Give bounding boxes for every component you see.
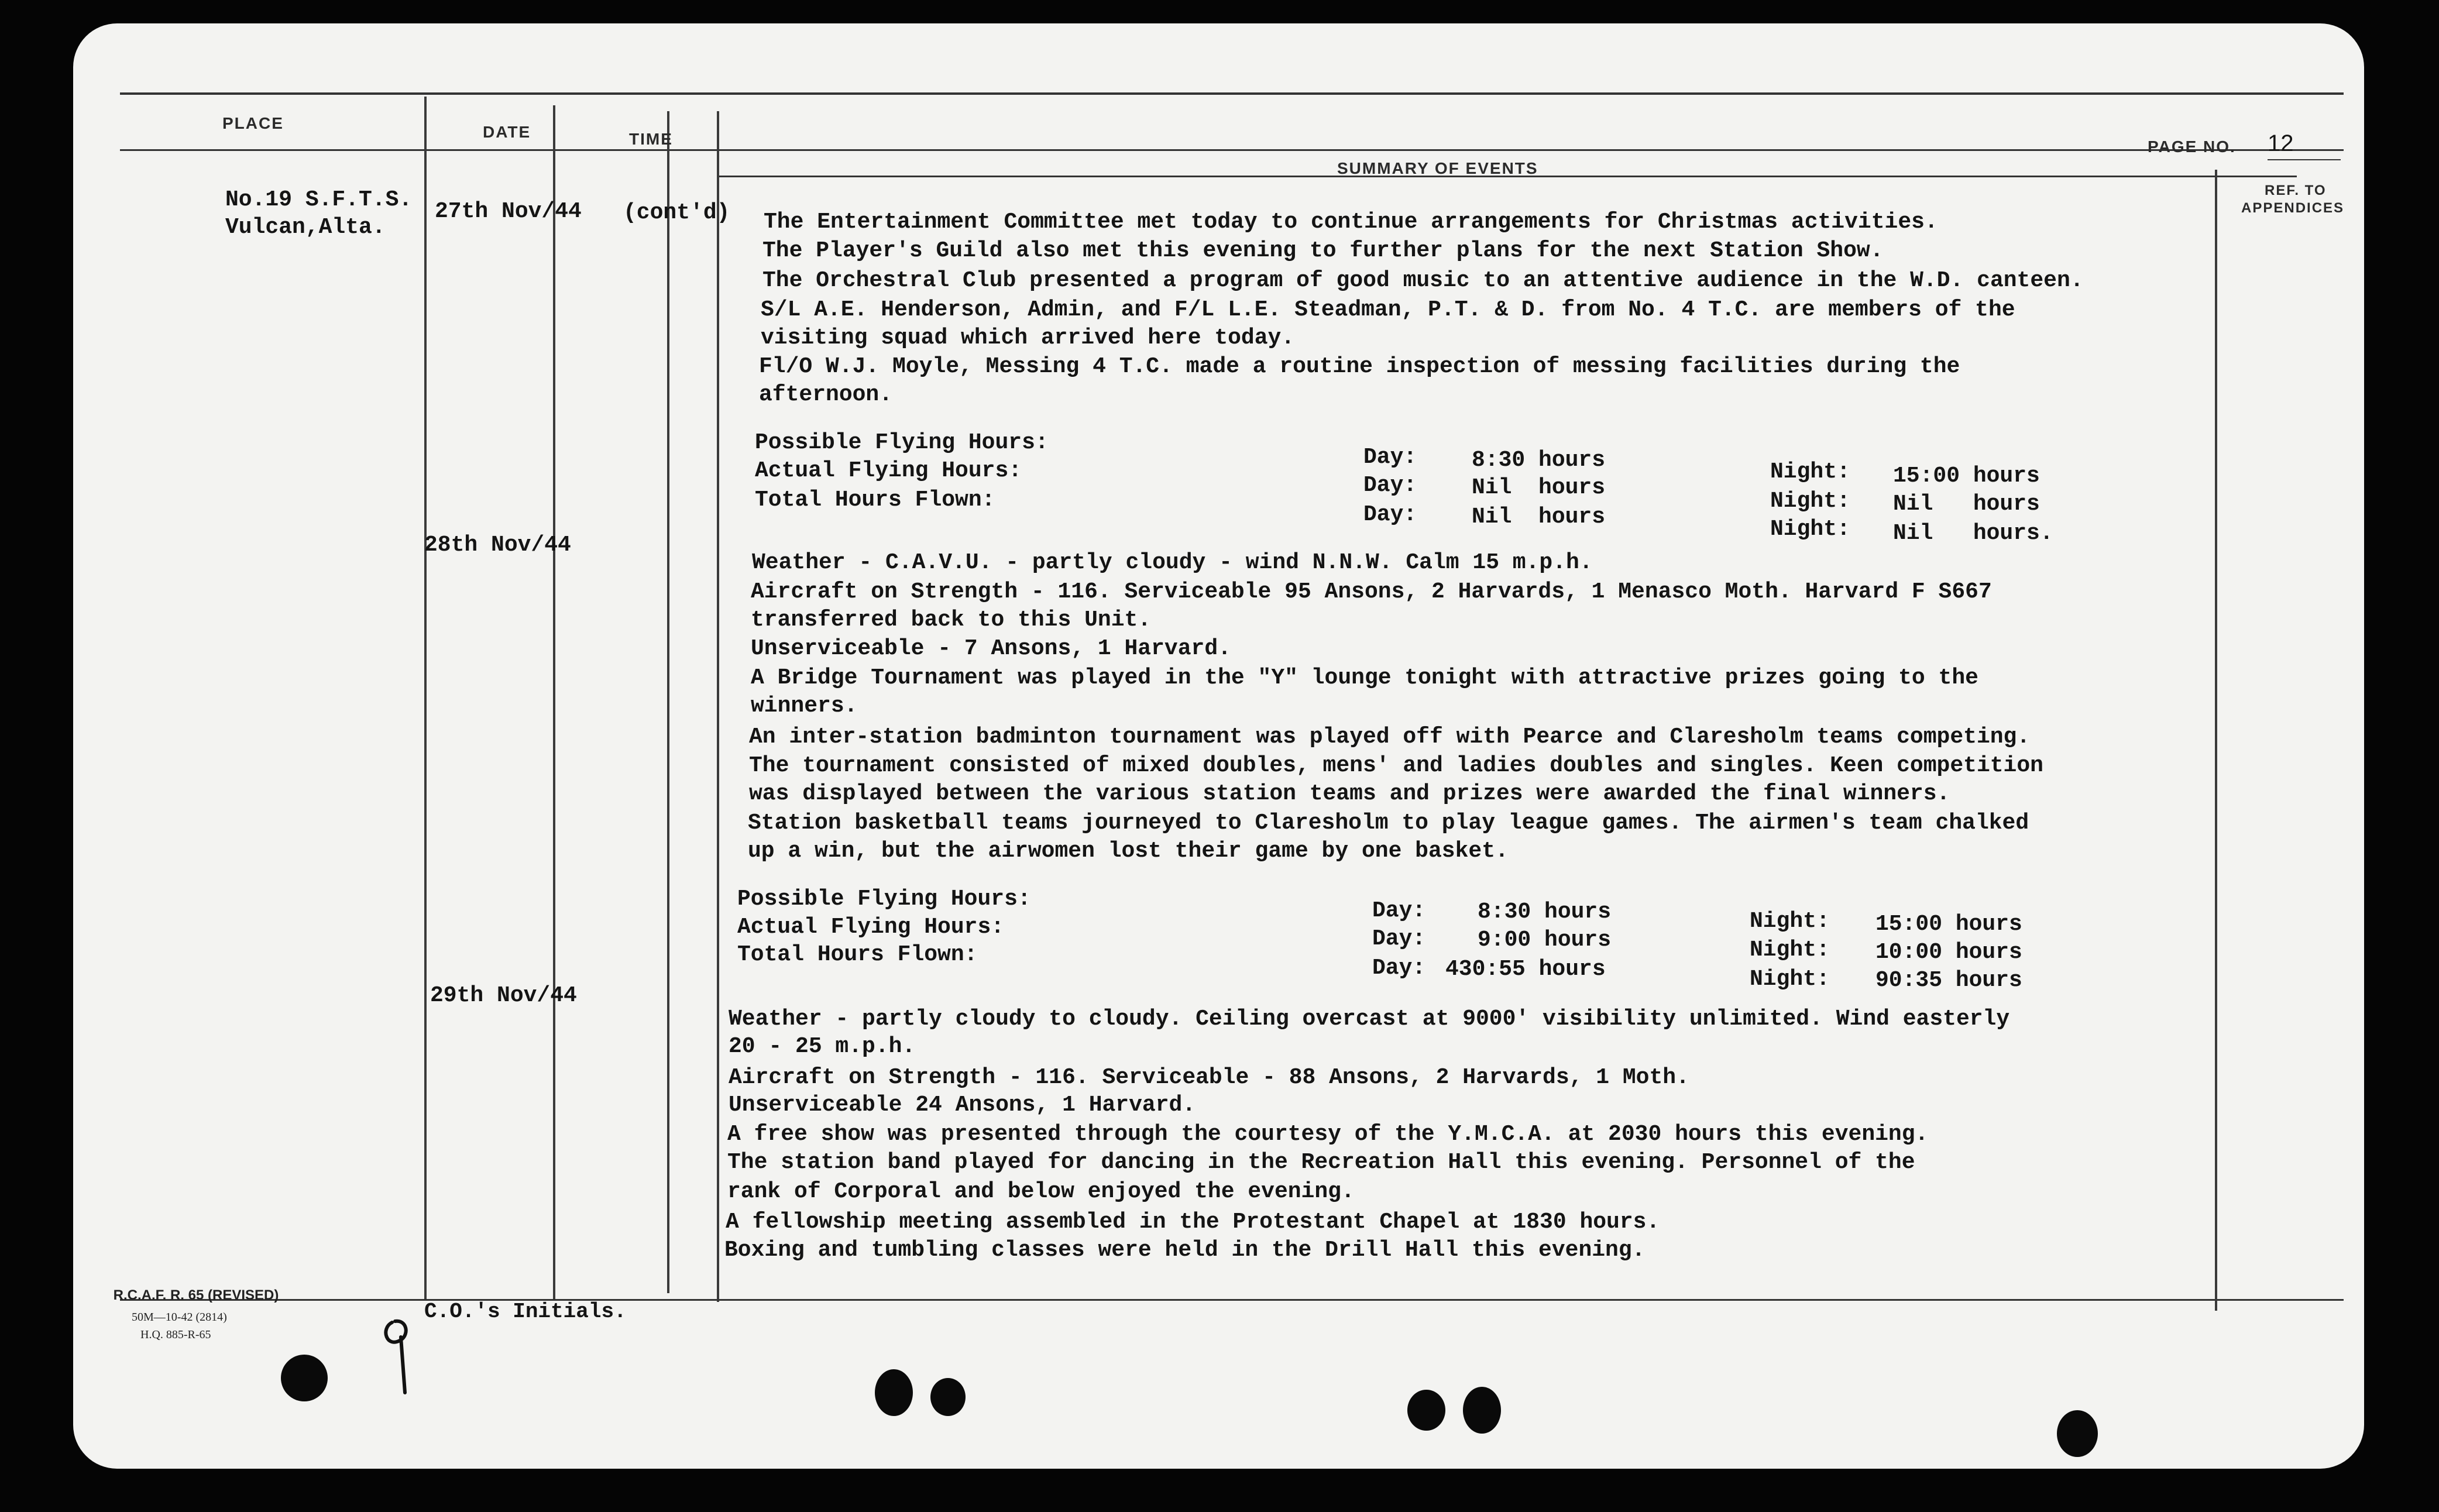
summary-line: visiting squad which arrived here today.: [761, 325, 1295, 350]
summary-line: Unserviceable 24 Ansons, 1 Harvard.: [729, 1092, 1196, 1118]
total-label: Total Hours Flown:: [755, 487, 995, 513]
possible-label: Possible Flying Hours:: [755, 430, 1049, 455]
summary-line: A free show was presented through the courtesy of the Y.M.C.A. at 2030 hours this evening.: [727, 1122, 1929, 1147]
ref-to-label: REF. TO: [2265, 183, 2327, 198]
handwritten-initial: [369, 1305, 427, 1398]
summary-line: Aircraft on Strength - 116. Serviceable 95 Ansons, 2 Harvards, 1 Menasco Moth. Harvard F S667: [751, 579, 1992, 604]
night-label: Night:: [1770, 489, 1850, 514]
co-initials-label: C.O.'s Initials.: [424, 1300, 627, 1324]
page-no-label: PAGE NO.: [2148, 138, 2236, 156]
summary-line: was displayed between the various station teams and prizes were awarded the final winners.: [749, 781, 1950, 806]
summary-line: Weather - C.A.V.U. - partly cloudy - wind N.N.W. Calm 15 m.p.h.: [752, 550, 1593, 575]
total-label: Total Hours Flown:: [737, 942, 978, 967]
night-label: Night:: [1770, 517, 1850, 542]
night-value: Nil hours.: [1893, 521, 2053, 546]
summary-line: Unserviceable - 7 Ansons, 1 Harvard.: [751, 636, 1231, 661]
col-rule-date: [553, 105, 555, 1299]
night-value: 10:00 hours: [1875, 940, 2022, 965]
place-header: PLACE: [222, 114, 284, 132]
summary-line: Aircraft on Strength - 116. Serviceable - 88 Ansons, 2 Harvards, 1 Moth.: [729, 1065, 1689, 1090]
punch-hole: [2057, 1410, 2098, 1457]
date-header: DATE: [483, 123, 531, 141]
punch-hole: [930, 1378, 966, 1416]
night-label: Night:: [1770, 459, 1850, 484]
night-label: Night:: [1750, 967, 1830, 992]
summary-line: The Player's Guild also met this evening to further plans for the next Station Show.: [762, 238, 1884, 263]
col-rule-summary: [717, 111, 719, 1302]
col-rule-place: [424, 97, 427, 1299]
day-value: 430:55 hours: [1445, 957, 1606, 982]
summary-line: 20 - 25 m.p.h.: [729, 1034, 916, 1059]
time-contd: (cont'd): [623, 200, 730, 225]
summary-line: afternoon.: [759, 382, 893, 407]
place-line-1: No.19 S.F.T.S.: [225, 187, 413, 212]
possible-label: Possible Flying Hours:: [737, 886, 1031, 912]
summary-line: The Orchestral Club presented a program of good music to an attentive audience in the W.D. canteen.: [762, 268, 2084, 293]
day-value: 8:30 hours: [1478, 899, 1612, 925]
summary-line: winners.: [751, 693, 858, 719]
date-nov-28: 28th Nov/44: [424, 532, 571, 558]
summary-line: Weather - partly cloudy to cloudy. Ceiling overcast at 9000' visibility unlimited. Wind easterly: [729, 1006, 2010, 1032]
night-label: Night:: [1750, 909, 1830, 934]
night-value: 90:35 hours: [1875, 968, 2022, 993]
summary-line: Fl/O W.J. Moyle, Messing 4 T.C. made a routine inspection of messing facilities during the: [759, 354, 1960, 379]
summary-header: SUMMARY OF EVENTS: [1337, 159, 1538, 177]
day-value: Nil hours: [1472, 475, 1606, 500]
summary-line: Station basketball teams journeyed to Claresholm to play league games. The airmen's team chalked: [748, 810, 2029, 836]
form-number: R.C.A.F. R. 65 (REVISED): [113, 1287, 279, 1303]
actual-label: Actual Flying Hours:: [737, 915, 1005, 940]
summary-line: transferred back to this Unit.: [751, 607, 1152, 633]
record-card: [73, 23, 2364, 1469]
summary-line: The tournament consisted of mixed doubles, mens' and ladies doubles and singles. Keen competition: [749, 753, 2043, 778]
date-nov-27: 27th Nov/44: [435, 199, 582, 224]
day-label: Day:: [1372, 956, 1426, 981]
punch-hole: [1407, 1390, 1445, 1431]
page-no-value: 12: [2268, 130, 2294, 156]
col-rule-ref: [2215, 170, 2217, 1311]
summary-line: An inter-station badminton tournament was played off with Pearce and Claresholm teams competing.: [749, 724, 2031, 750]
day-value: 9:00 hours: [1478, 927, 1612, 953]
night-value: 15:00 hours: [1893, 463, 2040, 489]
day-label: Day:: [1363, 473, 1417, 498]
punch-hole: [1463, 1387, 1501, 1434]
night-label: Night:: [1750, 937, 1830, 963]
night-value: Nil hours: [1893, 492, 2040, 517]
form-hq-code: H.Q. 885-R-65: [140, 1328, 211, 1341]
header-bottom-rule: [120, 149, 2344, 151]
punch-hole: [875, 1369, 913, 1416]
summary-line: rank of Corporal and below enjoyed the evening.: [727, 1179, 1355, 1204]
time-header: TIME: [629, 130, 673, 148]
day-value: Nil hours: [1472, 504, 1606, 530]
day-label: Day:: [1363, 502, 1417, 527]
summary-line: Boxing and tumbling classes were held in the Drill Hall this evening.: [724, 1238, 1646, 1263]
col-rule-time: [667, 111, 669, 1293]
day-label: Day:: [1372, 898, 1426, 923]
night-value: 15:00 hours: [1875, 912, 2022, 937]
date-nov-29: 29th Nov/44: [430, 983, 577, 1008]
header-top-rule: [120, 92, 2344, 95]
page-no-underline: [2268, 159, 2341, 160]
summary-line: up a win, but the airwomen lost their game by one basket.: [748, 839, 1509, 864]
day-label: Day:: [1363, 445, 1417, 470]
summary-line: The Entertainment Committee met today to continue arrangements for Christmas activities.: [764, 209, 1938, 235]
day-value: 8:30 hours: [1472, 448, 1606, 473]
summary-line: S/L A.E. Henderson, Admin, and F/L L.E. Steadman, P.T. & D. from No. 4 T.C. are members of the: [761, 297, 2015, 322]
actual-label: Actual Flying Hours:: [755, 458, 1022, 483]
form-print-code: 50M—10-42 (2814): [132, 1311, 227, 1324]
punch-hole: [281, 1355, 328, 1401]
place-line-2: Vulcan,Alta.: [225, 215, 386, 240]
summary-line: The station band played for dancing in the Recreation Hall this evening. Personnel of the: [727, 1150, 1915, 1175]
summary-line: A Bridge Tournament was played in the "Y" lounge tonight with attractive prizes going to the: [751, 665, 1978, 690]
day-label: Day:: [1372, 926, 1426, 951]
summary-line: A fellowship meeting assembled in the Protestant Chapel at 1830 hours.: [726, 1209, 1660, 1235]
appendices-label: APPENDICES: [2241, 200, 2345, 216]
